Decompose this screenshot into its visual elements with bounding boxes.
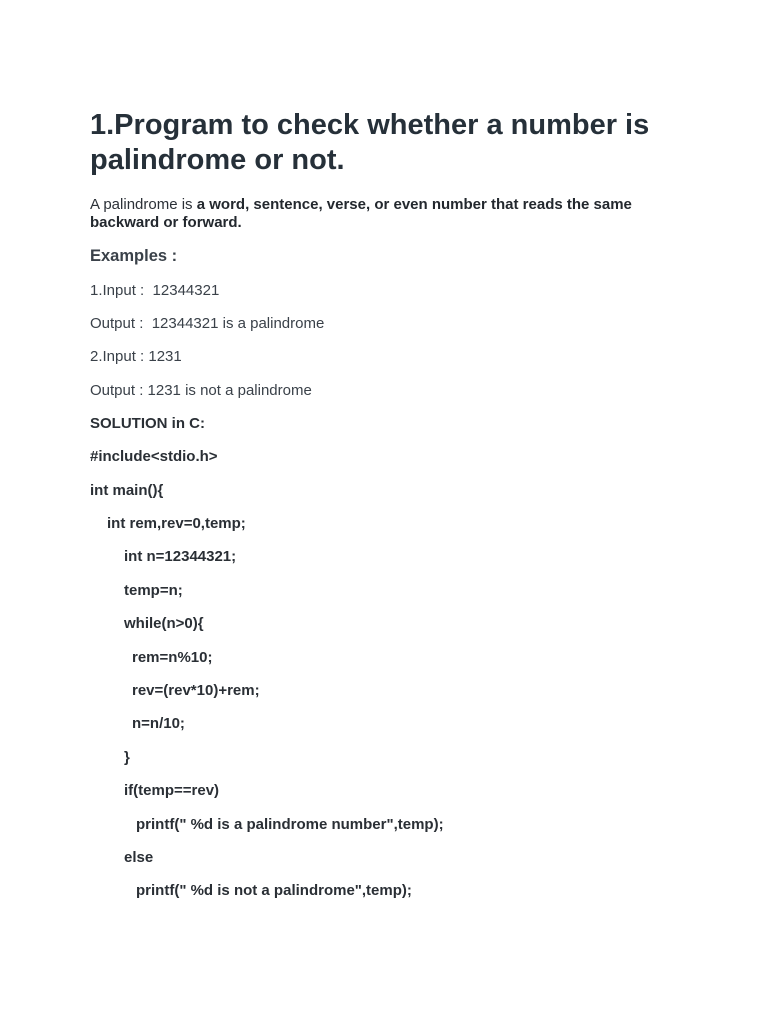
intro-paragraph	[90, 196, 690, 231]
intro-prefix: A palindrome is	[90, 196, 197, 213]
code-line: n=n/10;	[132, 715, 185, 732]
examples-heading: Examples :	[90, 247, 178, 265]
code-line: if(temp==rev)	[124, 782, 220, 799]
example-line: Output : 12344321 is a palindrome	[90, 315, 325, 332]
code-line: printf(" %d is a palindrome number",temp);	[136, 816, 444, 833]
code-line: }	[124, 749, 130, 766]
solution-heading: SOLUTION in C:	[90, 415, 205, 432]
code-line: rem=n%10;	[132, 649, 213, 666]
intro-definition: a word, sentence, verse, or even number that reads the same backward or forward.	[90, 196, 632, 231]
code-line: while(n>0){	[124, 615, 204, 632]
code-line: printf(" %d is not a palindrome",temp);	[136, 882, 412, 899]
code-line: temp=n;	[124, 582, 183, 599]
code-line: int rem,rev=0,temp;	[107, 515, 246, 532]
code-line: else	[124, 849, 154, 866]
example-line: 1.Input : 12344321	[90, 282, 220, 299]
code-line: #include<stdio.h>	[90, 448, 218, 465]
code-line: int main(){	[90, 482, 164, 499]
page-title: 1.Program to check whether a number is palindrome or not.	[90, 109, 650, 176]
code-line: int n=12344321;	[124, 548, 237, 565]
code-line: rev=(rev*10)+rem;	[132, 682, 260, 699]
example-line: Output : 1231 is not a palindrome	[90, 382, 312, 399]
example-line: 2.Input : 1231	[90, 348, 182, 365]
